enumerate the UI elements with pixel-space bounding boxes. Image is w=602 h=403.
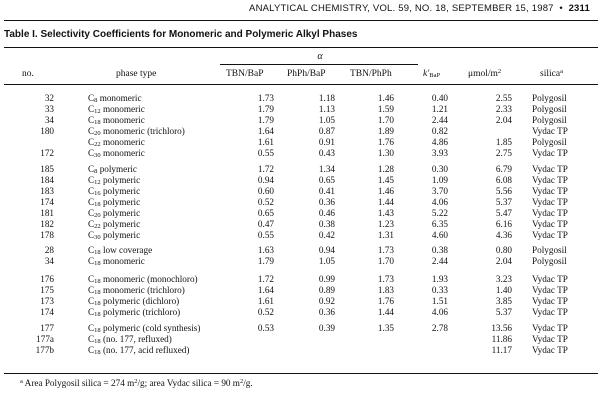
- alpha-tbn-bap: 1.64: [257, 126, 274, 136]
- alpha-tbn-bap: 0.55: [257, 230, 274, 240]
- chain-length: 16: [94, 190, 101, 197]
- carbon-symbol: C: [88, 197, 95, 207]
- row-number: 172: [40, 148, 54, 158]
- row-number: 181: [40, 208, 54, 218]
- silica-type: Vydac TP: [532, 197, 568, 207]
- phase-type: [88, 323, 200, 333]
- bottom-rule: [4, 373, 598, 374]
- silica-type: Vydac TP: [532, 208, 568, 218]
- phase-type: [88, 208, 140, 218]
- k-prime-value: 3.93: [431, 148, 448, 158]
- footnote-text-3: /g.: [243, 378, 253, 388]
- alpha-tbn-bap: 1.79: [257, 104, 274, 114]
- alpha-group-rule: [220, 64, 418, 65]
- phase-description: polymeric: [100, 219, 141, 229]
- row-number: 175: [40, 285, 54, 295]
- silica-type: Vydac TP: [532, 296, 568, 306]
- column-header-no: no.: [22, 69, 34, 79]
- phase-description: monomeric: [100, 148, 145, 158]
- phase-type: [88, 197, 140, 207]
- alpha-tbn-bap: 1.63: [257, 245, 274, 255]
- footnote-exponent-2: 2: [239, 378, 244, 385]
- chain-length: 30: [94, 234, 101, 241]
- alpha-phph-bap: 0.36: [318, 197, 335, 207]
- table-title: Table I. Selectivity Coefficients for Monomeric and Polymeric Alkyl Phases: [4, 29, 358, 40]
- chain-length: 8: [94, 97, 98, 104]
- phase-type: [88, 186, 140, 196]
- alpha-tbn-bap: 0.94: [257, 175, 274, 185]
- carbon-symbol: C: [88, 93, 95, 103]
- column-header-phph-bap: PhPh/BaP: [287, 69, 326, 79]
- alpha-tbn-phph: 1.59: [377, 104, 394, 114]
- surface-coverage: 2.33: [495, 104, 512, 114]
- phase-type: [88, 296, 179, 306]
- carbon-symbol: C: [88, 186, 95, 196]
- silica-type: Vydac TP: [532, 148, 568, 158]
- row-number: 28: [44, 245, 54, 255]
- footnote-text-1: Area Polygosil silica = 274 m: [22, 378, 135, 388]
- surface-coverage: 6.08: [495, 175, 512, 185]
- phase-type: [88, 334, 172, 344]
- surface-coverage: 6.16: [495, 219, 512, 229]
- alpha-tbn-phph: 1.76: [377, 296, 394, 306]
- phase-type: [88, 307, 180, 317]
- phase-description: polymeric: [100, 197, 141, 207]
- phase-type: [88, 219, 140, 229]
- carbon-symbol: C: [88, 126, 95, 136]
- silica-type: Polygosil: [532, 245, 567, 255]
- alpha-phph-bap: 0.43: [318, 148, 335, 158]
- alpha-tbn-bap: 1.79: [257, 115, 274, 125]
- silica-type: Vydac TP: [532, 334, 568, 344]
- silica-type: Vydac TP: [532, 307, 568, 317]
- alpha-tbn-phph: 1.73: [377, 274, 394, 284]
- alpha-tbn-phph: 1.43: [377, 208, 394, 218]
- phase-description: monomeric (monochloro): [100, 274, 198, 284]
- column-header-silica: [540, 69, 563, 79]
- k-prime-value: 1.09: [431, 175, 448, 185]
- silica-type: Polygosil: [532, 137, 567, 147]
- row-number: 177b: [35, 345, 54, 355]
- phase-description: low coverage: [100, 245, 153, 255]
- phase-description: monomeric: [100, 256, 145, 266]
- k-prime-value: 0.82: [431, 126, 448, 136]
- alpha-tbn-phph: 1.76: [377, 137, 394, 147]
- silica-type: Polygosil: [532, 256, 567, 266]
- alpha-phph-bap: 0.91: [318, 137, 335, 147]
- row-number: 174: [40, 307, 54, 317]
- silica-type: Vydac TP: [532, 175, 568, 185]
- phase-type: [88, 175, 140, 185]
- carbon-symbol: C: [88, 307, 95, 317]
- surface-coverage: 1.85: [495, 137, 512, 147]
- carbon-symbol: C: [88, 285, 95, 295]
- chain-length: 20: [94, 212, 101, 219]
- chain-length: 30: [94, 152, 101, 159]
- chain-length: 18: [94, 119, 101, 126]
- carbon-symbol: C: [88, 208, 95, 218]
- k-prime-symbol: k′: [423, 69, 430, 79]
- alpha-tbn-bap: 0.55: [257, 148, 274, 158]
- phase-description: monomeric: [100, 137, 145, 147]
- row-number: 180: [40, 126, 54, 136]
- phase-description: polymeric: [97, 164, 137, 174]
- alpha-phph-bap: 1.13: [318, 104, 335, 114]
- surface-coverage: 2.75: [495, 148, 512, 158]
- carbon-symbol: C: [88, 345, 95, 355]
- k-prime-subscript: BaP: [429, 72, 441, 79]
- row-number: 178: [40, 230, 54, 240]
- row-number: 173: [40, 296, 54, 306]
- chain-length: 22: [94, 223, 101, 230]
- phase-description: polymeric (cold synthesis): [100, 323, 201, 333]
- chain-length: 18: [94, 260, 101, 267]
- k-prime-value: 0.33: [431, 285, 448, 295]
- carbon-symbol: C: [88, 164, 95, 174]
- alpha-tbn-phph: 1.44: [377, 307, 394, 317]
- k-prime-value: 4.86: [431, 137, 448, 147]
- phase-type: [88, 230, 140, 240]
- carbon-symbol: C: [88, 104, 95, 114]
- alpha-phph-bap: 0.41: [318, 186, 335, 196]
- carbon-symbol: C: [88, 245, 95, 255]
- chain-length: 12: [94, 108, 101, 115]
- alpha-phph-bap: 0.42: [318, 230, 335, 240]
- phase-description: monomeric: [100, 115, 145, 125]
- silica-type: Vydac TP: [532, 230, 568, 240]
- carbon-symbol: C: [88, 323, 95, 333]
- silica-type: Polygosil: [532, 104, 567, 114]
- row-number: 34: [44, 115, 54, 125]
- alpha-tbn-phph: 1.44: [377, 197, 394, 207]
- silica-type: Vydac TP: [532, 164, 568, 174]
- phase-type: [88, 345, 189, 355]
- surface-coverage: 13.56: [491, 323, 512, 333]
- alpha-tbn-phph: 1.30: [377, 148, 394, 158]
- k-prime-value: 0.38: [431, 245, 448, 255]
- surface-coverage: 1.40: [495, 285, 512, 295]
- phase-type: [88, 256, 145, 266]
- silica-label: silica: [540, 69, 561, 79]
- alpha-tbn-bap: 0.52: [257, 197, 274, 207]
- phase-description: polymeric: [100, 230, 141, 240]
- k-prime-value: 4.60: [431, 230, 448, 240]
- surface-coverage: 5.37: [495, 307, 512, 317]
- row-number: 32: [44, 93, 54, 103]
- surface-coverage: 5.56: [495, 186, 512, 196]
- surface-coverage: 6.79: [495, 164, 512, 174]
- chain-length: 18: [94, 327, 101, 334]
- k-prime-value: 2.44: [431, 115, 448, 125]
- page-number: 2311: [568, 3, 590, 14]
- alpha-tbn-phph: 1.35: [377, 323, 394, 333]
- title-rule: [4, 47, 598, 48]
- journal-citation: ANALYTICAL CHEMISTRY, VOL. 59, NO. 18, SEPTEMBER 15, 1987: [249, 3, 554, 14]
- running-header: [249, 3, 590, 14]
- alpha-tbn-bap: 0.53: [257, 323, 274, 333]
- surface-coverage: 3.23: [495, 274, 512, 284]
- column-header-k-prime: [423, 69, 440, 79]
- phase-description: (no. 177, refluxed): [100, 334, 172, 344]
- surface-coverage: 0.80: [495, 245, 512, 255]
- surface-coverage: 3.85: [495, 296, 512, 306]
- alpha-phph-bap: 1.05: [318, 115, 335, 125]
- alpha-phph-bap: 0.39: [318, 323, 335, 333]
- alpha-tbn-phph: 1.45: [377, 175, 394, 185]
- phase-type: [88, 274, 198, 284]
- carbon-symbol: C: [88, 137, 95, 147]
- footnote-mark: a: [20, 378, 23, 385]
- carbon-symbol: C: [88, 296, 95, 306]
- phase-description: monomeric (trichloro): [100, 126, 185, 136]
- phase-type: [88, 245, 152, 255]
- alpha-tbn-bap: 1.72: [257, 274, 274, 284]
- phase-description: polymeric: [100, 186, 141, 196]
- chain-length: 12: [94, 179, 101, 186]
- phase-type: [88, 93, 142, 103]
- row-number: 176: [40, 274, 54, 284]
- carbon-symbol: C: [88, 230, 95, 240]
- silica-type: Vydac TP: [532, 345, 568, 355]
- alpha-tbn-bap: 0.52: [257, 307, 274, 317]
- carbon-symbol: C: [88, 219, 95, 229]
- chain-length: 18: [94, 300, 101, 307]
- column-header-surface-coverage: [468, 69, 501, 79]
- silica-type: Vydac TP: [532, 186, 568, 196]
- row-number: 183: [40, 186, 54, 196]
- chain-length: 20: [94, 130, 101, 137]
- surface-coverage: 5.37: [495, 197, 512, 207]
- chain-length: 18: [94, 201, 101, 208]
- surface-coverage: 11.86: [491, 334, 512, 344]
- column-header-tbn-bap: TBN/BaP: [226, 69, 264, 79]
- alpha-phph-bap: 1.18: [318, 93, 335, 103]
- table-footnote: [20, 378, 253, 388]
- phase-type: [88, 164, 137, 174]
- alpha-phph-bap: 0.46: [318, 208, 335, 218]
- chain-length: 18: [94, 278, 101, 285]
- silica-type: Vydac TP: [532, 274, 568, 284]
- alpha-tbn-bap: 0.47: [257, 219, 274, 229]
- phase-type: [88, 285, 185, 295]
- row-number: 174: [40, 197, 54, 207]
- surface-coverage: 11.17: [491, 345, 512, 355]
- alpha-phph-bap: 0.87: [318, 126, 335, 136]
- alpha-tbn-phph: 1.46: [377, 93, 394, 103]
- alpha-tbn-bap: 1.79: [257, 256, 274, 266]
- silica-type: Vydac TP: [532, 219, 568, 229]
- footnote-text-2: /g; area Vydac silica = 90 m: [137, 378, 240, 388]
- alpha-tbn-bap: 1.73: [257, 93, 274, 103]
- chain-length: 22: [94, 141, 101, 148]
- alpha-phph-bap: 0.89: [318, 285, 335, 295]
- k-prime-value: 0.30: [431, 164, 448, 174]
- silica-footnote-mark: a: [560, 68, 563, 75]
- phase-description: polymeric: [100, 208, 141, 218]
- alpha-phph-bap: 0.65: [318, 175, 335, 185]
- alpha-tbn-bap: 0.65: [257, 208, 274, 218]
- chain-length: 18: [94, 311, 101, 318]
- alpha-tbn-phph: 1.28: [377, 164, 394, 174]
- column-header-tbn-phph: TBN/PhPh: [350, 69, 392, 79]
- chain-length: 18: [94, 249, 101, 256]
- phase-description: monomeric: [97, 93, 142, 103]
- alpha-tbn-phph: 1.89: [377, 126, 394, 136]
- k-prime-value: 1.51: [431, 296, 448, 306]
- alpha-phph-bap: 0.92: [318, 296, 335, 306]
- alpha-tbn-bap: 1.61: [257, 137, 274, 147]
- alpha-tbn-phph: 1.73: [377, 245, 394, 255]
- column-header-phase-type: phase type: [116, 69, 157, 79]
- silica-type: Vydac TP: [532, 323, 568, 333]
- surface-coverage: 2.04: [495, 256, 512, 266]
- carbon-symbol: C: [88, 334, 95, 344]
- k-prime-value: 5.22: [431, 208, 448, 218]
- row-number: 33: [44, 104, 54, 114]
- phase-type: [88, 104, 145, 114]
- surface-coverage: 2.04: [495, 115, 512, 125]
- phase-description: monomeric: [100, 104, 145, 114]
- k-prime-value: 0.40: [431, 93, 448, 103]
- k-prime-value: 2.78: [431, 323, 448, 333]
- silica-type: Polygosil: [532, 93, 567, 103]
- row-number: 177: [40, 323, 54, 333]
- chain-length: 18: [94, 289, 101, 296]
- k-prime-value: 1.21: [431, 104, 448, 114]
- alpha-phph-bap: 1.05: [318, 256, 335, 266]
- surface-coverage: 5.47: [495, 208, 512, 218]
- chain-length: 8: [94, 168, 98, 175]
- carbon-symbol: C: [88, 256, 95, 266]
- k-prime-value: 3.70: [431, 186, 448, 196]
- coverage-unit-exponent: 2: [497, 68, 502, 75]
- k-prime-value: 2.44: [431, 256, 448, 266]
- chain-length: 18: [94, 349, 101, 356]
- alpha-phph-bap: 0.99: [318, 274, 335, 284]
- row-number: 185: [40, 164, 54, 174]
- phase-description: polymeric (dichloro): [100, 296, 180, 306]
- alpha-tbn-phph: 1.70: [377, 115, 394, 125]
- carbon-symbol: C: [88, 274, 95, 284]
- phase-description: (no. 177, acid refluxed): [100, 345, 190, 355]
- carbon-symbol: C: [88, 148, 95, 158]
- phase-description: polymeric: [100, 175, 141, 185]
- phase-type: [88, 137, 145, 147]
- alpha-tbn-phph: 1.23: [377, 219, 394, 229]
- header-rule: [4, 84, 598, 85]
- alpha-phph-bap: 0.38: [318, 219, 335, 229]
- carbon-symbol: C: [88, 175, 95, 185]
- row-number: 182: [40, 219, 54, 229]
- k-prime-value: 6.35: [431, 219, 448, 229]
- alpha-tbn-phph: 1.46: [377, 186, 394, 196]
- coverage-unit: μmol/m: [468, 69, 498, 79]
- k-prime-value: 1.93: [431, 274, 448, 284]
- alpha-tbn-bap: 0.60: [257, 186, 274, 196]
- phase-description: monomeric (trichloro): [100, 285, 185, 295]
- silica-type: Vydac TP: [532, 285, 568, 295]
- carbon-symbol: C: [88, 115, 95, 125]
- alpha-tbn-phph: 1.70: [377, 256, 394, 266]
- separator-bullet: •: [556, 3, 566, 14]
- phase-description: polymeric (trichloro): [100, 307, 181, 317]
- surface-coverage: 2.55: [495, 93, 512, 103]
- phase-type: [88, 126, 185, 136]
- silica-type: Polygosil: [532, 115, 567, 125]
- chain-length: 18: [94, 338, 101, 345]
- silica-type: Vydac TP: [532, 126, 568, 136]
- alpha-tbn-phph: 1.31: [377, 230, 394, 240]
- row-number: 184: [40, 175, 54, 185]
- alpha-tbn-phph: 1.83: [377, 285, 394, 295]
- alpha-tbn-bap: 1.61: [257, 296, 274, 306]
- phase-type: [88, 115, 145, 125]
- alpha-tbn-bap: 1.64: [257, 285, 274, 295]
- phase-type: [88, 148, 145, 158]
- alpha-phph-bap: 0.94: [318, 245, 335, 255]
- alpha-group-label: α: [317, 51, 323, 62]
- row-number: 177a: [36, 334, 54, 344]
- row-number: 34: [44, 256, 54, 266]
- footnote-exponent-1: 2: [134, 378, 138, 385]
- k-prime-value: 4.06: [431, 197, 448, 207]
- alpha-phph-bap: 1.34: [318, 164, 335, 174]
- alpha-phph-bap: 0.36: [318, 307, 335, 317]
- alpha-tbn-bap: 1.72: [257, 164, 274, 174]
- k-prime-value: 4.06: [431, 307, 448, 317]
- top-rule: [4, 20, 598, 21]
- surface-coverage: 4.36: [495, 230, 512, 240]
